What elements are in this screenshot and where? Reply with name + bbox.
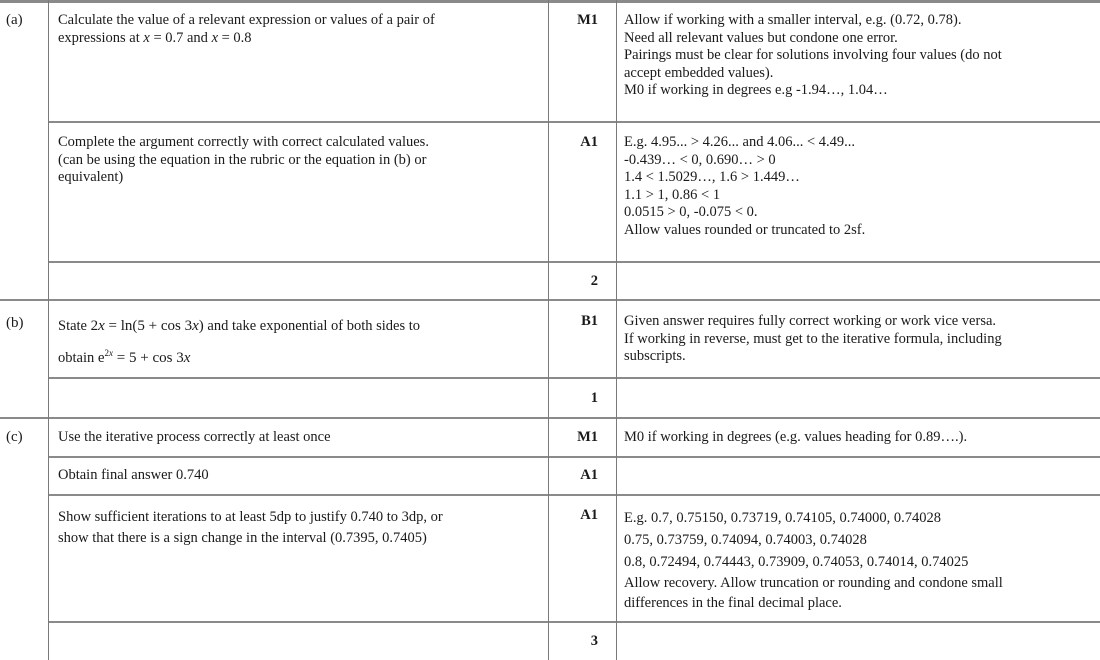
part-label-a: (a) bbox=[6, 12, 23, 28]
guidance-line: subscripts. bbox=[624, 348, 686, 364]
guidance-c3 bbox=[624, 507, 1094, 613]
table-top-border bbox=[0, 0, 1100, 3]
criterion-line: Show sufficient iterations to at least 5dp to justify 0.740 to 3dp, or bbox=[58, 509, 443, 525]
mark-code: M1 bbox=[577, 429, 598, 445]
mark-code: A1 bbox=[580, 134, 598, 150]
mark-code: A1 bbox=[580, 507, 598, 523]
row-divider bbox=[48, 377, 1100, 379]
criterion-a2 bbox=[58, 134, 538, 187]
guidance-line: Allow recovery. Allow truncation or rounding and condone small bbox=[624, 575, 1003, 591]
guidance-line: Allow values rounded or truncated to 2sf. bbox=[624, 221, 866, 238]
guidance-line: M0 if working in degrees (e.g. values heading for 0.89….). bbox=[624, 429, 968, 445]
criterion-line: Calculate the value of a relevant expression or values of a pair of bbox=[58, 12, 435, 28]
part-total-c: 3 bbox=[590, 633, 598, 649]
guidance-line: 0.75, 0.73759, 0.74094, 0.74003, 0.74028 bbox=[624, 532, 867, 548]
guidance-line: 0.0515 > 0, -0.075 < 0. bbox=[624, 204, 758, 220]
criterion-a1 bbox=[58, 12, 538, 47]
part-total-a: 2 bbox=[590, 273, 598, 289]
guidance-line: differences in the final decimal place. bbox=[624, 595, 842, 611]
criterion-line: Use the iterative process correctly at least once bbox=[58, 429, 331, 445]
col-divider bbox=[616, 0, 617, 660]
guidance-b1 bbox=[624, 313, 1094, 366]
guidance-line: Given answer requires fully correct working or work vice versa. bbox=[624, 313, 997, 329]
criterion-line: obtain $e^{2x} = 5 + \cos 3x$ bbox=[58, 348, 191, 366]
guidance-a2 bbox=[624, 134, 1094, 239]
mark-code: B1 bbox=[581, 313, 598, 329]
guidance-line: E.g. 0.7, 0.75150, 0.73719, 0.74105, 0.74000, 0.74028 bbox=[624, 510, 941, 526]
criterion-b1 bbox=[58, 313, 538, 372]
row-divider bbox=[48, 456, 1100, 458]
row-divider bbox=[48, 121, 1100, 123]
criterion-line: expressions at x = 0.7 and x = 0.8 bbox=[58, 29, 252, 46]
guidance-line: 1.4 < 1.5029…, 1.6 > 1.449… bbox=[624, 169, 800, 185]
criterion-c2 bbox=[58, 467, 538, 485]
row-divider bbox=[48, 494, 1100, 496]
criterion-c1 bbox=[58, 429, 538, 447]
guidance-line: -0.439… < 0, 0.690… > 0 bbox=[624, 151, 776, 168]
col-divider bbox=[48, 0, 49, 660]
guidance-line: E.g. 4.95... > 4.26... and 4.06... < 4.49... bbox=[624, 134, 856, 150]
row-divider bbox=[48, 261, 1100, 263]
part-total-b: 1 bbox=[590, 390, 598, 406]
mark-code: M1 bbox=[577, 12, 598, 28]
criterion-line: (can be using the equation in the rubric or the equation in (b) or bbox=[58, 151, 427, 168]
guidance-line: 1.1 > 1, 0.86 < 1 bbox=[624, 186, 721, 203]
criterion-line: Obtain final answer 0.740 bbox=[58, 467, 209, 483]
criterion-line: equivalent) bbox=[58, 169, 124, 185]
guidance-line: Allow if working with a smaller interval, e.g. (0.72, 0.78). bbox=[624, 12, 962, 28]
row-divider bbox=[48, 621, 1100, 623]
guidance-line: If working in reverse, must get to the iterative formula, including bbox=[624, 330, 1002, 347]
criterion-line: State 2x = ln(5 + cos 3x) and take exponential of both sides to bbox=[58, 318, 421, 334]
criterion-line: Complete the argument correctly with correct calculated values. bbox=[58, 134, 429, 150]
guidance-line: 0.8, 0.72494, 0.74443, 0.73909, 0.74053, 0.74014, 0.74025 bbox=[624, 554, 969, 570]
guidance-line: M0 if working in degrees e.g -1.94…, 1.04… bbox=[624, 82, 888, 98]
part-divider bbox=[0, 299, 1100, 301]
guidance-line: Pairings must be clear for solutions involving four values (do not bbox=[624, 47, 1002, 63]
mark-code: A1 bbox=[580, 467, 598, 483]
guidance-line: accept embedded values). bbox=[624, 64, 774, 81]
part-label-c: (c) bbox=[6, 429, 23, 445]
part-label-b: (b) bbox=[6, 315, 24, 331]
criterion-line: show that there is a sign change in the interval (0.7395, 0.7405) bbox=[58, 530, 427, 546]
part-divider bbox=[0, 417, 1100, 419]
guidance-a1 bbox=[624, 12, 1094, 100]
guidance-c1 bbox=[624, 429, 1094, 447]
guidance-line: Need all relevant values but condone one error. bbox=[624, 29, 898, 46]
criterion-c3 bbox=[58, 507, 538, 549]
